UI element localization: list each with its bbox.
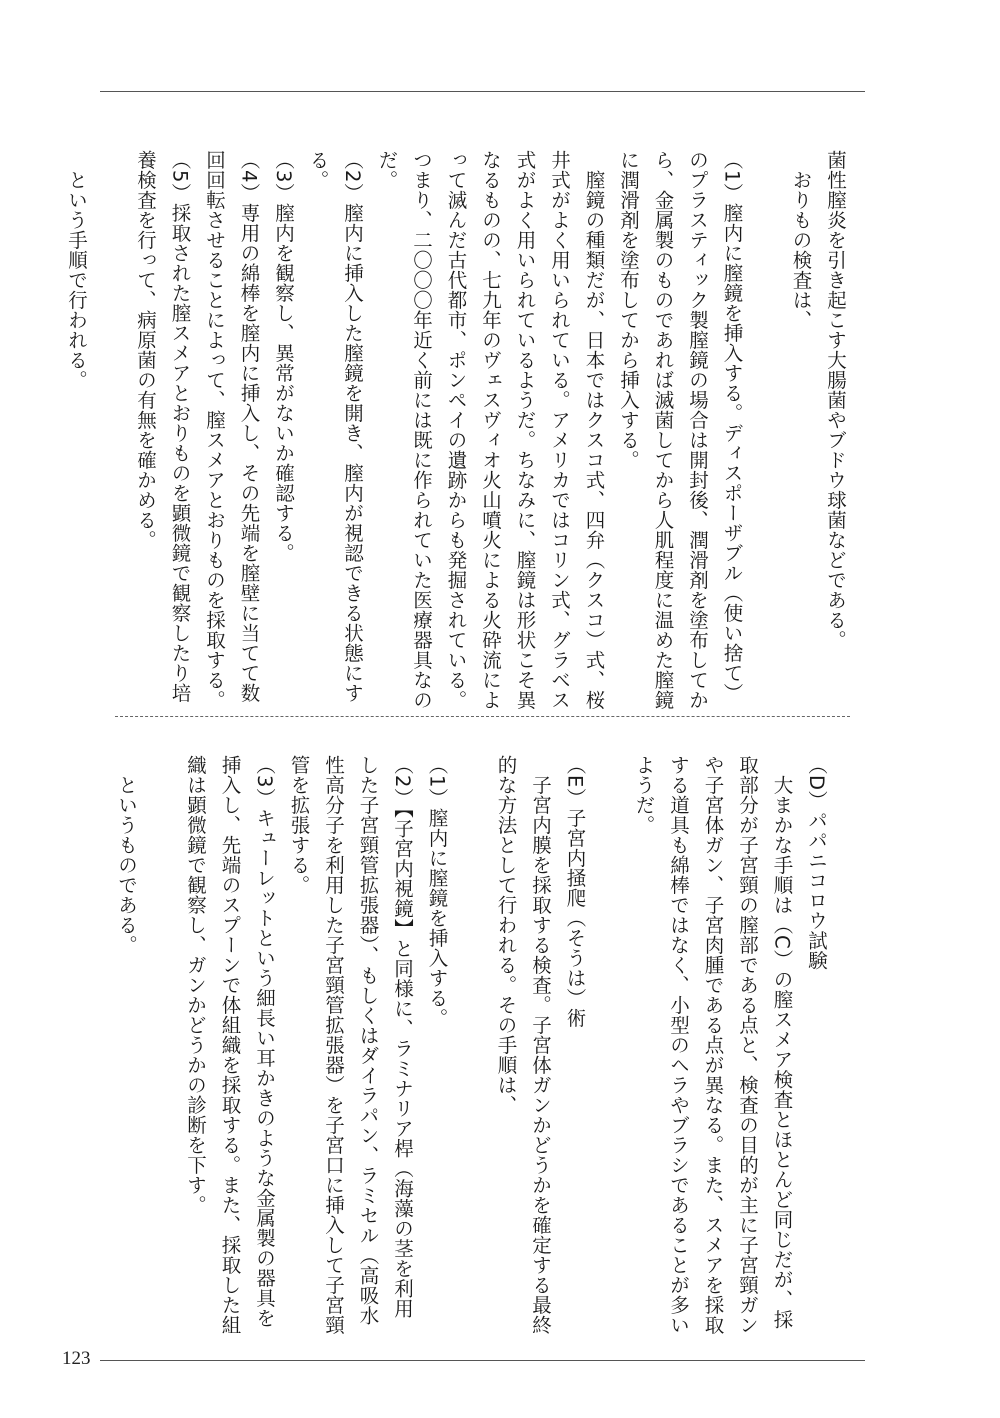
paragraph: （2）【子宮内視鏡】と同様に、ラミナリア桿（海藻の茎を利用した子宮頸管拡張器）、もしくはダイラパン、ラミセル（高吸水性高分子を利用した子宮頸管拡張器）を子宮口に挿入して子宮頸管を拡張する。 <box>287 755 414 1335</box>
blank-line <box>749 150 784 710</box>
paragraph: というものである。 <box>115 774 138 955</box>
paragraph: という手順で行われる。 <box>65 169 88 390</box>
paragraph: 大まかな手順は（C）の膣スメア検査とほとんど同じだが、採取部分が子宮頸の膣部である点と、検査の目的が主に子宮頸ガンや子宮体ガン、子宮肉腫である点が異なる。また、スメアを採取する道具も綿棒ではなく、小型のヘラやブラシであることが多いようだ。 <box>632 755 794 1335</box>
paragraph: 膣鏡の種類だが、日本ではクスコ式、四弁（クスコ）式、桜井式がよく用いられている。アメリカではコリン式、グラベス式がよく用いられているようだ。ちなみに、膣鏡は形状こそ異なるものの、七九年のヴェスヴィオ火山噴火による火砕流によって滅んだ古代都市、ポンペイの遺跡からも発掘されている。つまり、二〇〇〇年近く前には既に作られていた医療器具なのだ。 <box>375 150 606 710</box>
lower-text-block <box>109 755 834 1335</box>
paragraph: 菌性膣炎を引き起こす大腸菌やブドウ球菌などである。 <box>824 150 847 650</box>
blank-line <box>592 755 627 1335</box>
blank-line <box>143 755 178 1335</box>
page-number: 123 <box>62 1348 91 1369</box>
section-divider <box>115 716 850 717</box>
paragraph: （2）膣内に挿入した膣鏡を開き、膣内が視認できる状態にする。 <box>306 150 364 703</box>
blank-line <box>93 150 128 710</box>
paragraph: おりもの検査は、 <box>789 169 813 330</box>
paragraph: （3）キューレットという細長い耳かきのような金属製の器具を挿入し、先端のスプーンで体組織を採取する。また、採取した組織は顕微鏡で観察し、ガンかどうかの診断を下す。 <box>184 755 276 1335</box>
section-heading: （D）パパニコロウ試験 <box>805 755 828 971</box>
bottom-rule <box>100 1360 865 1361</box>
section-heading: （E）子宮内掻爬（そうは）術 <box>563 755 587 1028</box>
upper-text-block <box>59 150 853 710</box>
paragraph: （3）膣内を観察し、異常がないか確認する。 <box>272 150 295 563</box>
paragraph: （1）膣内に膣鏡を挿入する。ディスポーザブル（使い捨て）のプラスティック製膣鏡の場合は開封後、潤滑剤を塗布してから、金属製のものであれば滅菌してから人肌程度に温めた膣鏡に潤滑剤を塗布してから挿入する。 <box>617 150 744 710</box>
paragraph: （1）膣内に膣鏡を挿入する。 <box>425 755 449 1028</box>
blank-line <box>454 755 489 1335</box>
paragraph: 子宮内膜を採取する検査。子宮体ガンかどうかを確定する最終的な方法として行われる。その手順は、 <box>494 755 552 1335</box>
paragraph: （5）採取された膣スメアとおりものを顕微鏡で観察したり培養検査を行って、病原菌の有無を確かめる。 <box>134 150 192 703</box>
top-rule <box>100 91 865 92</box>
paragraph: （4）専用の綿棒を膣内に挿入し、その先端を膣壁に当てて数回回転させることによって、膣スメアとおりものを採取する。 <box>203 150 261 710</box>
